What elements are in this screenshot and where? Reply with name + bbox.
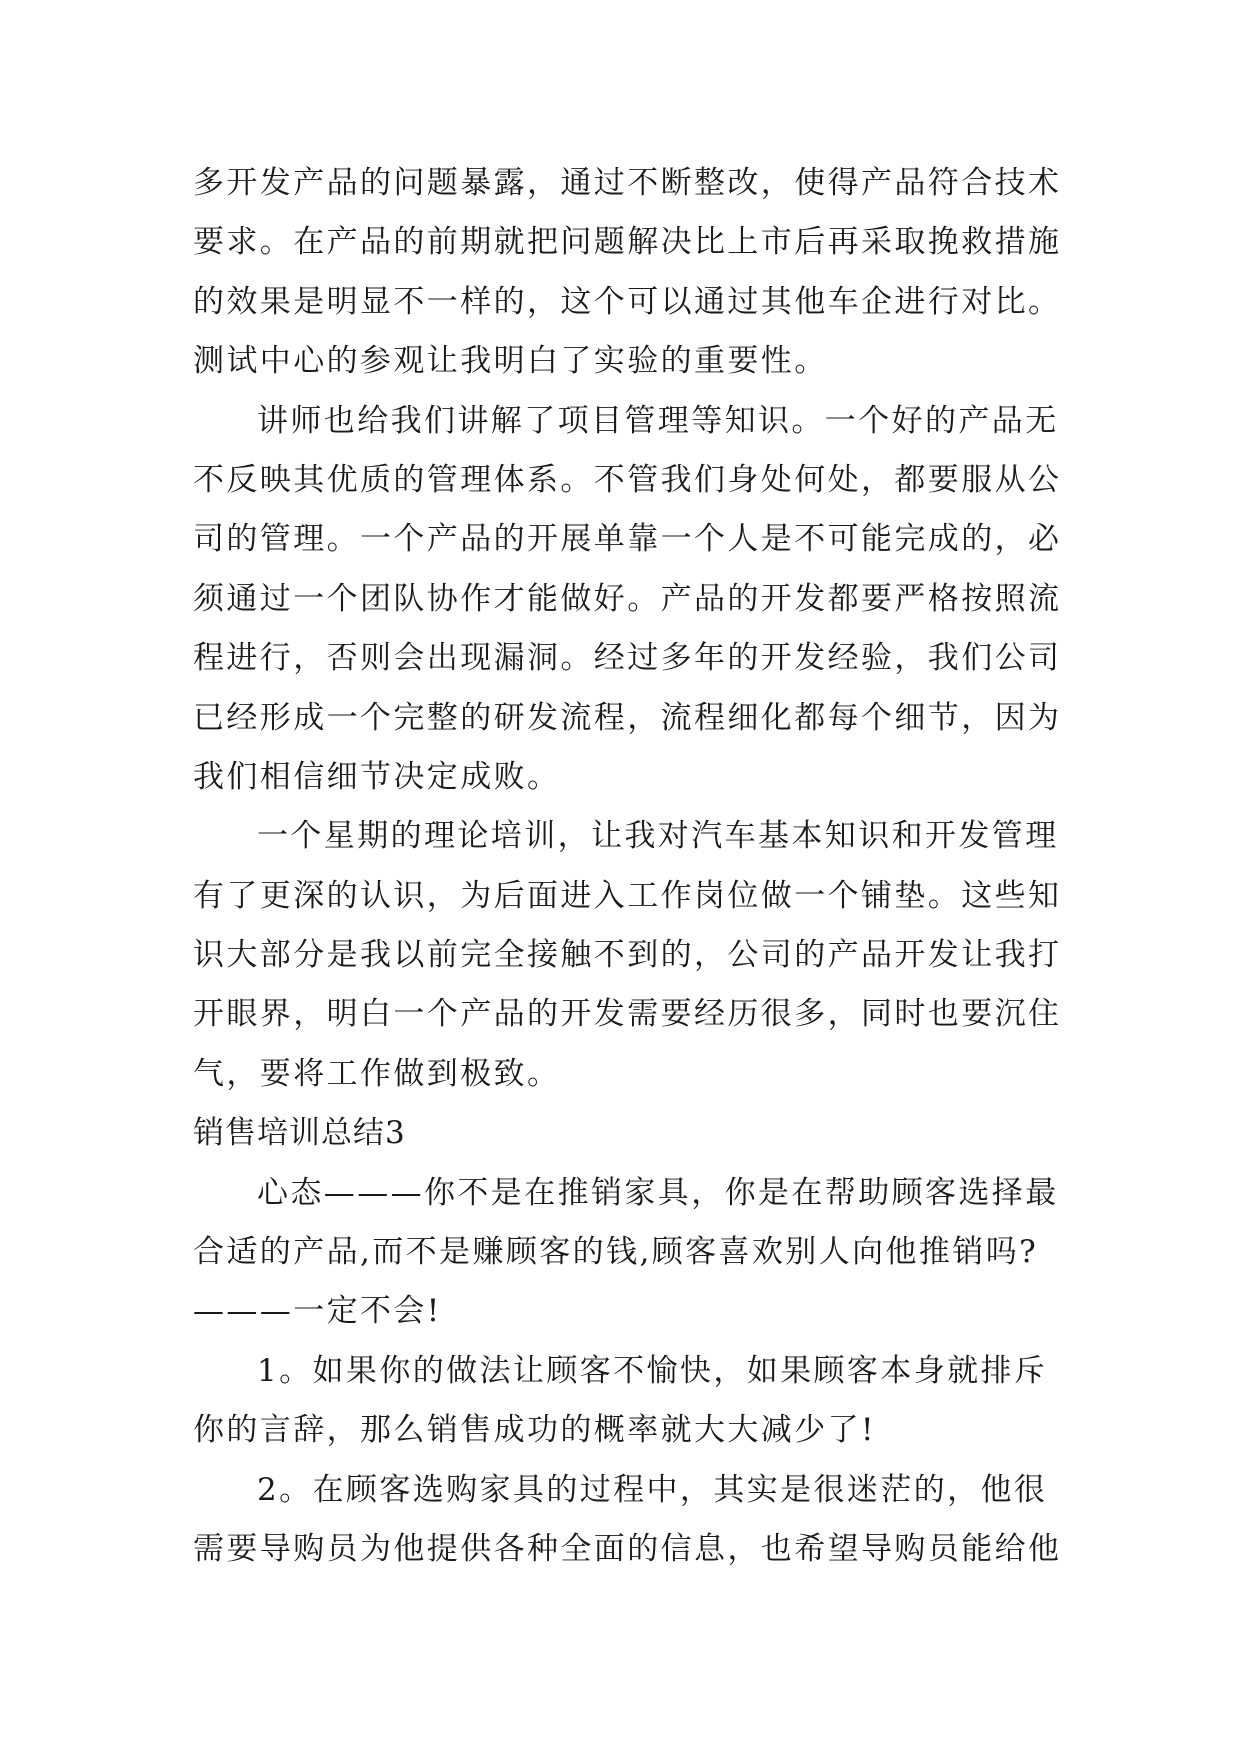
paragraph-line: 1。如果你的做法让顾客不愉快，如果顾客本身就排斥 xyxy=(257,1352,1048,1389)
paragraph-line: 司的管理。一个产品的开展单靠一个人是不可能完成的，必 xyxy=(193,521,1062,558)
paragraph-line: 测试中心的参观让我明白了实验的重要性。 xyxy=(193,343,828,380)
paragraph-line: 需要导购员为他提供各种全面的信息，也希望导购员能给他 xyxy=(193,1530,1062,1567)
section-heading: 销售培训总结3 xyxy=(193,1115,406,1152)
paragraph-line: 我们相信细节决定成败。 xyxy=(193,758,561,795)
paragraph-line: ———一定不会! xyxy=(193,1293,442,1330)
paragraph-line: 一个星期的理论培训，让我对汽车基本知识和开发管理 xyxy=(257,818,1059,855)
paragraph-line: 多开发产品的问题暴露，通过不断整改，使得产品符合技术 xyxy=(193,165,1062,201)
paragraph-line: 识大部分是我以前完全接触不到的，公司的产品开发让我打 xyxy=(193,937,1062,974)
paragraph-line: 要求。在产品的前期就把问题解决比上市后再采取挽救措施 xyxy=(193,224,1062,261)
paragraph-line: 已经形成一个完整的研发流程，流程细化都每个细节，因为 xyxy=(193,699,1062,736)
paragraph-line: 须通过一个团队协作才能做好。产品的开发都要严格按照流 xyxy=(193,580,1062,617)
paragraph-line: 的效果是明显不一样的，这个可以通过其他车企进行对比。 xyxy=(193,283,1062,320)
document-body xyxy=(193,154,1062,1579)
paragraph-line: 有了更深的认识，为后面进入工作岗位做一个铺垫。这些知 xyxy=(193,877,1062,914)
paragraph-line: 2。在顾客选购家具的过程中，其实是很迷茫的，他很 xyxy=(257,1471,1048,1508)
paragraph-line: 不反映其优质的管理体系。不管我们身处何处，都要服从公 xyxy=(193,461,1062,498)
paragraph-line: 气，要将工作做到极致。 xyxy=(193,1055,561,1092)
paragraph-line: 程进行，否则会出现漏洞。经过多年的开发经验，我们公司 xyxy=(193,640,1062,677)
paragraph-line: 合适的产品,而不是赚顾客的钱,顾客喜欢别人向他推销吗? xyxy=(193,1234,1039,1271)
paragraph-line: 讲师也给我们讲解了项目管理等知识。一个好的产品无 xyxy=(257,402,1059,439)
paragraph-line: 开眼界，明白一个产品的开发需要经历很多，同时也要沉住 xyxy=(193,996,1062,1033)
paragraph-line: 心态———你不是在推销家具，你是在帮助顾客选择最 xyxy=(257,1174,1059,1211)
paragraph-line: 你的言辞，那么销售成功的概率就大大减少了! xyxy=(193,1412,876,1449)
